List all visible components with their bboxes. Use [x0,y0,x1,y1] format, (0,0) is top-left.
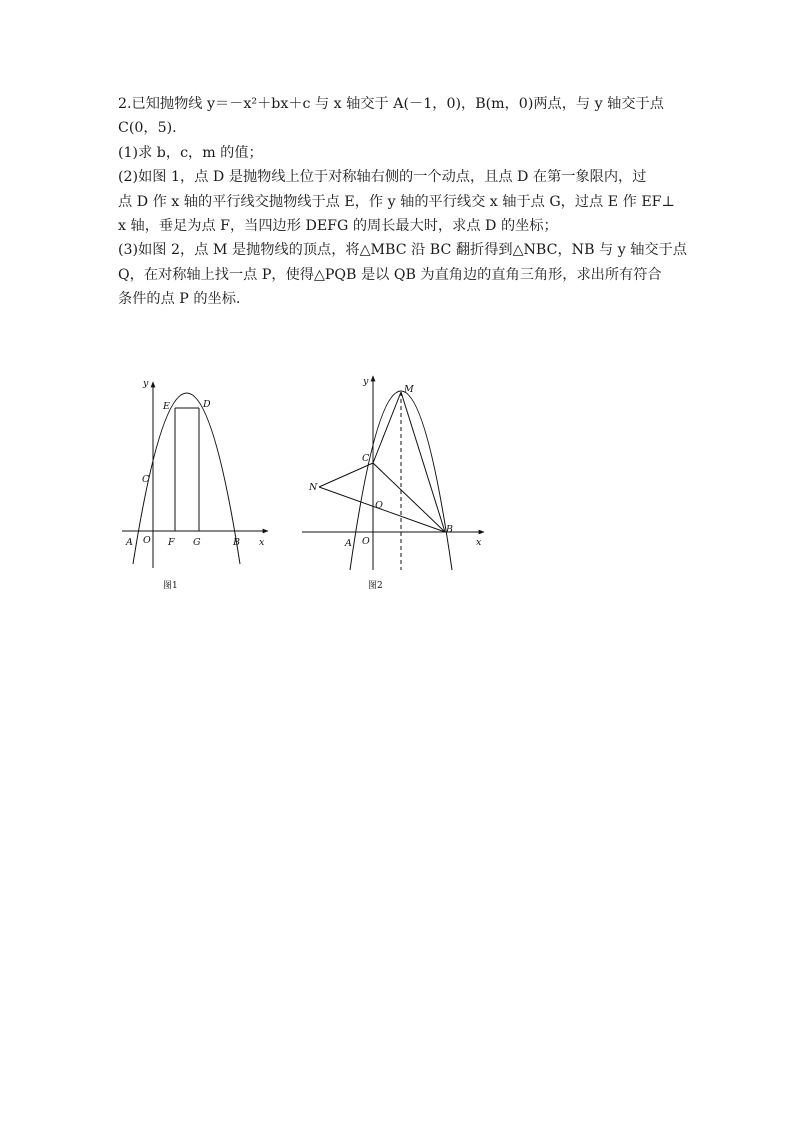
problem-line-1: 2.已知抛物线 y＝－x²＋bx＋c 与 x 轴交于 A(－1，0)，B(m，0)两点，与 y 轴交于点 [118,96,664,112]
fig1-label-G: G [193,537,201,548]
fig2-label-x: x [476,537,482,548]
fig2-label-N: N [309,482,318,493]
fig2-caption: 图2 [368,581,383,591]
fig1-label-D: D [203,399,211,410]
fig2-label-O: O [362,536,370,547]
fig1-label-F: F [168,537,175,548]
problem-line-2: C(0，5). [118,120,177,137]
fig1-label-A: A [126,537,133,548]
problem-line-6: x 轴，垂足为点 F，当四边形 DEFG 的周长最大时，求点 D 的坐标； [118,218,558,235]
fig1-label-E: E [163,401,170,412]
problem-line-5: 点 D 作 x 轴的平行线交抛物线于点 E，作 y 轴的平行线交 x 轴于点 G，过点 E 作 EF⊥ [118,193,675,210]
fig2-label-B: B [446,524,453,535]
problem-line-3: (1)求 b，c，m 的值； [118,144,263,161]
fig2-label-y: y [363,376,369,387]
fig1-label-C: C [142,474,150,485]
problem-line-9: 条件的点 P 的坐标. [118,291,241,308]
fig1-label-x: x [259,537,265,548]
fig1-label-y: y [143,378,149,389]
problem-line-7: (3)如图 2，点 M 是抛物线的顶点，将△MBC 沿 BC 翻折得到△NBC，NB 与 y 轴交于点 [118,242,687,259]
figure-1 [122,378,268,591]
fig1-caption: 图1 [163,581,178,591]
fig2-label-M: M [404,384,414,395]
fig1-label-O: O [143,535,151,546]
fig2-segment-MC [373,392,401,463]
figure-2 [302,376,484,591]
fig2-label-C: C [362,453,370,464]
fig1-label-B: B [233,537,240,548]
fig2-label-Q: Q [375,500,383,511]
problem-line-8: Q，在对称轴上找一点 P，使得△PQB 是以 QB 为直角边的直角三角形，求出所有符合 [118,266,662,283]
problem-line-4: (2)如图 1，点 D 是抛物线上位于对称轴右侧的一个动点，且点 D 在第一象限内，过 [118,169,647,186]
fig2-label-A: A [345,538,352,549]
fig2-segment-NC [319,463,373,487]
